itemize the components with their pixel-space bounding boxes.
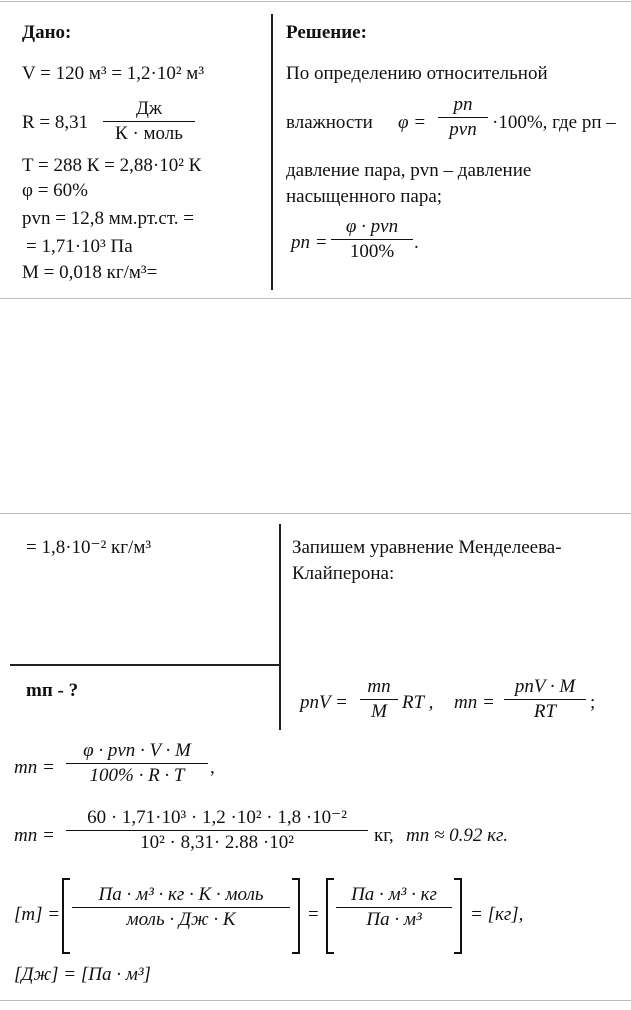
calc-num: 60 · 1,71·10³ · 1,2 ·10² · 1,8 ·10⁻² [87, 807, 347, 828]
mn2-num: φ · pvn · V · M [83, 740, 191, 761]
units-den-1: моль · Дж · К [126, 909, 236, 930]
given-find-rule [10, 664, 281, 666]
calc-fraction [66, 806, 368, 854]
units-fraction-2 [336, 884, 452, 931]
mend-num: mn [367, 676, 391, 697]
mendeleev-line1: Запишем уравнение Менделеева- [292, 537, 562, 558]
phi-fraction [438, 94, 488, 141]
units-lhs: [m] = [14, 904, 61, 925]
mn-semicolon: ; [590, 692, 596, 713]
given-solution-divider [271, 14, 273, 290]
solution-line2-suffix: ·100%, где pп – [492, 112, 616, 133]
mn2-lhs: mn = [14, 757, 55, 778]
mend-lhs: pnV = [300, 692, 348, 713]
mn2-comma: , [210, 757, 215, 778]
given-temperature: T = 288 К = 2,88·10² К [22, 155, 202, 176]
units-result: = [кг], [470, 904, 524, 925]
section-rule [0, 298, 631, 299]
units-fraction-1 [72, 884, 290, 931]
solution-line4: насыщенного пара; [286, 186, 443, 207]
given-solution-divider-2 [279, 524, 281, 730]
dzh-units: [Дж] = [Па · м³] [14, 964, 151, 985]
calc-lhs: mn = [14, 825, 55, 846]
mn2-den: 100% · R · T [89, 765, 185, 786]
mend-fraction [360, 676, 398, 723]
mend-rt: RT , [402, 692, 434, 713]
units-bracket-right-1 [292, 878, 300, 954]
pn-period: . [414, 232, 419, 253]
phi-den: pvn [449, 119, 477, 140]
given-r-num: Дж [135, 98, 163, 119]
units-bracket-left-2 [326, 878, 334, 954]
mn-fraction [504, 676, 586, 723]
given-heading: Дано: [22, 22, 72, 43]
solution-line3: давление пара, pvn – давление [286, 160, 532, 181]
mn2-fraction [66, 740, 208, 787]
units-num-2: Па · м³ · кг [351, 884, 437, 905]
given-r-fraction [103, 98, 195, 145]
given-pvn-1: pvn = 12,8 мм.рт.ст. = [22, 208, 194, 229]
bottom-rule [0, 1000, 631, 1001]
units-bracket-right-2 [454, 878, 462, 954]
given-find: mп - ? [26, 680, 79, 701]
given-phi: φ = 60% [22, 180, 89, 201]
top-rule [0, 1, 631, 2]
phi-eq: φ = [398, 112, 427, 133]
units-eq: = [308, 904, 319, 925]
given-r-label: R = 8,31 [22, 112, 89, 133]
mn-lhs: mn = [454, 692, 495, 713]
pn-lhs: pn = [291, 232, 328, 253]
given-molar-mass-2: = 1,8·10⁻² кг/м³ [26, 537, 152, 558]
units-den-2: Па · м³ [366, 909, 422, 930]
phi-num: pn [453, 94, 473, 115]
mn-num: pnV · M [514, 676, 576, 697]
mend-den: M [371, 701, 387, 722]
given-pvn-2: = 1,71·10³ Па [26, 236, 133, 257]
calc-approx: mп ≈ 0.92 кг. [406, 825, 508, 846]
solution-line1: По определению относительной [286, 63, 548, 84]
given-r-den: К · моль [115, 123, 183, 144]
given-volume: V = 120 м³ = 1,2·10² м³ [22, 63, 205, 84]
solution-heading: Решение: [286, 22, 367, 43]
pn-fraction [331, 216, 413, 263]
calc-unit: кг, [374, 825, 394, 846]
units-bracket-left-1 [62, 878, 70, 954]
section-rule-2 [0, 513, 631, 514]
pn-den: 100% [349, 241, 395, 262]
pn-num: φ · pvn [345, 216, 399, 237]
calc-den: 10² · 8,31· 2.88 ·10² [140, 832, 294, 853]
units-num-1: Па · м³ · кг · К · моль [98, 884, 264, 905]
mn-den: RT [533, 701, 557, 722]
given-molar-mass-1: M = 0,018 кг/м³= [22, 262, 158, 283]
mendeleev-line2: Клайперона: [292, 563, 395, 584]
solution-line2-prefix: влажности [286, 112, 373, 133]
